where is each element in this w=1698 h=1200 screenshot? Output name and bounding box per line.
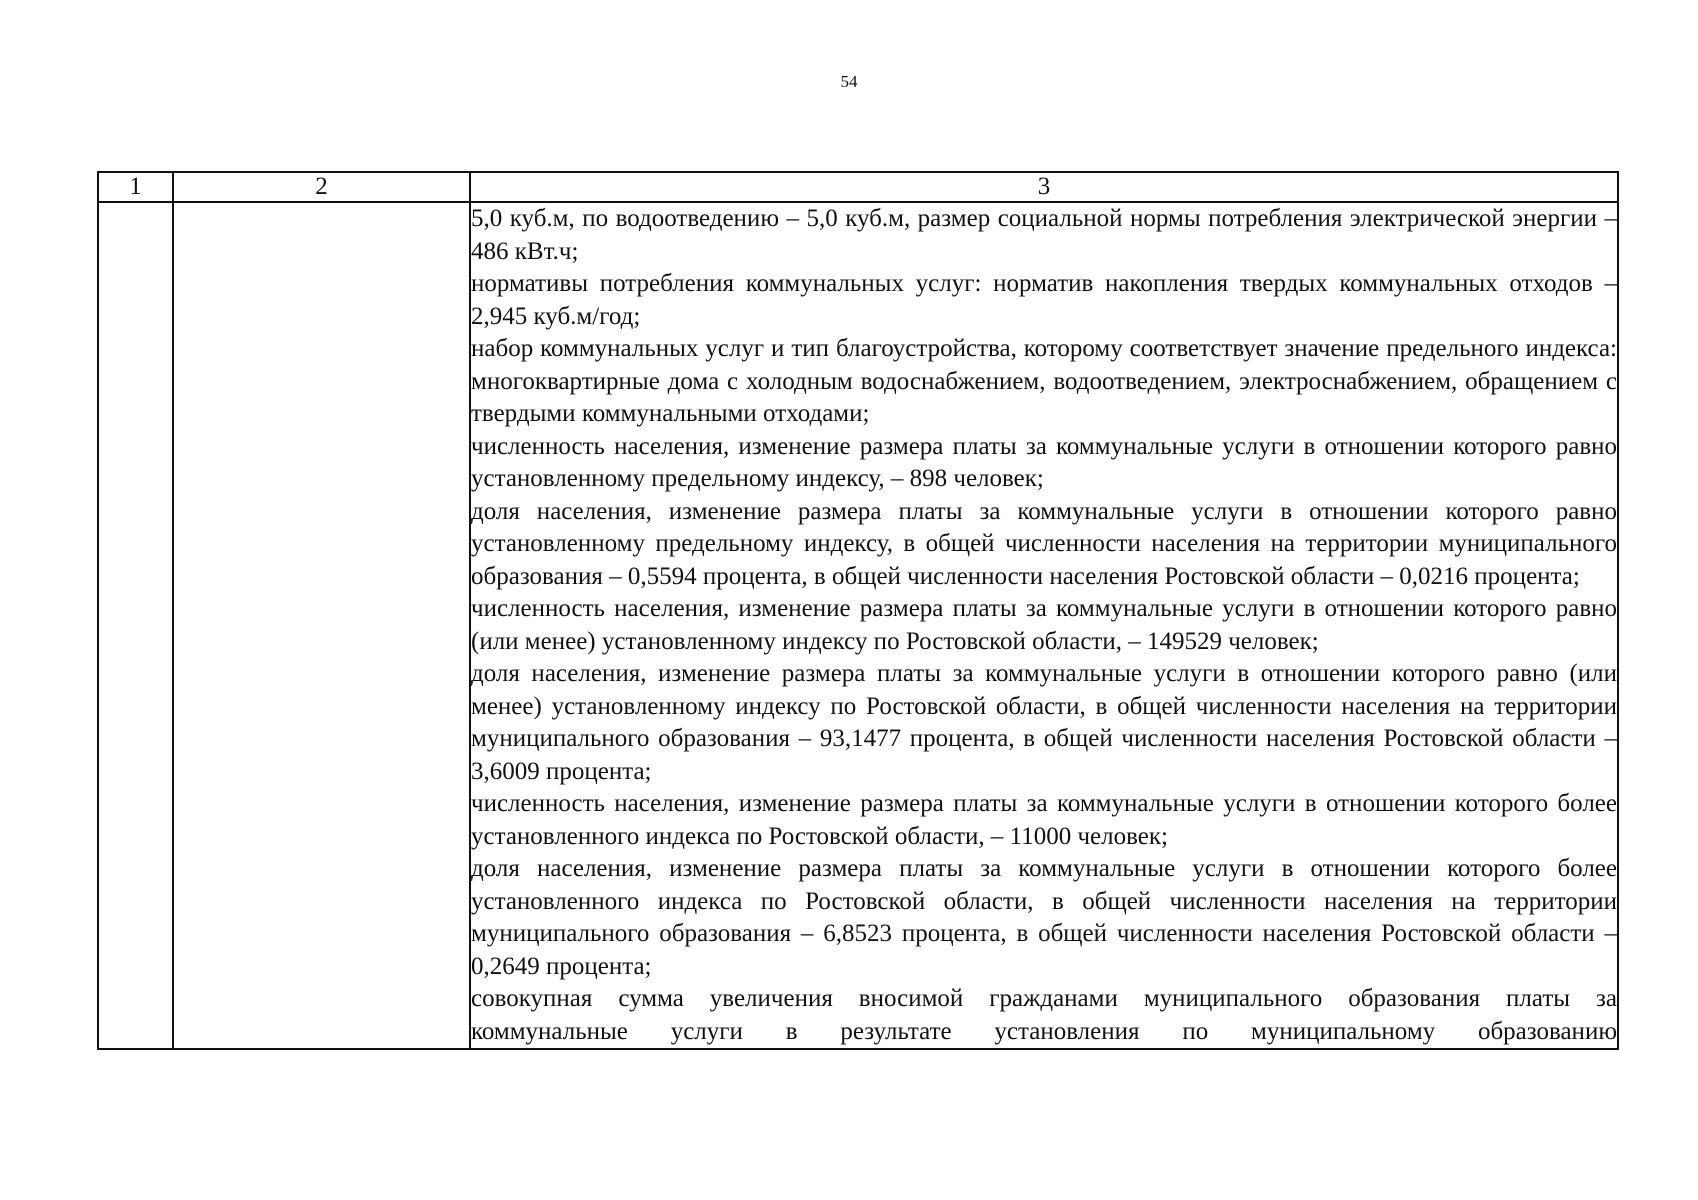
table-header-row — [98, 172, 1618, 202]
document-table — [97, 171, 1619, 1050]
page-number: 54 — [840, 72, 858, 91]
cell-col-2 — [173, 202, 470, 1049]
paragraph: численность населения, изменение размера платы за коммунальные услуги в отношении которого более установленного индекса по Ростовской области, – 11000 человек; — [471, 790, 1617, 850]
column-header-2: 2 — [173, 172, 470, 202]
paragraph: нормативы потребления коммунальных услуг: норматив накопления твердых коммунальных отходов – 2,945 куб.м/год; — [471, 270, 1617, 330]
paragraph: численность населения, изменение размера платы за коммунальные услуги в отношении которого равно (или менее) установленному индексу по Ростовской области, – 149529 человек; — [471, 595, 1617, 655]
cell-col-3 — [470, 202, 1618, 1049]
paragraph: численность населения, изменение размера платы за коммунальные услуги в отношении которого равно установленному предельному индексу, – 898 человек; — [471, 432, 1617, 492]
table-row — [98, 202, 1618, 1049]
cell-col-1 — [98, 202, 173, 1049]
paragraph: доля населения, изменение размера платы за коммунальные услуги в отношении которого равно (или менее) установленному индексу по Ростовской области, в общей численности населения на территории муниципального образования – 93,1477 процента, в общей численности населения Ростовской области – 3,6009 процента; — [471, 660, 1617, 785]
column-header-3: 3 — [470, 172, 1618, 202]
paragraph: совокупная сумма увеличения вносимой гражданами муниципального образования платы за коммунальные услуги в результате установления по муниципальному образованию — [471, 985, 1617, 1045]
paragraph: доля населения, изменение размера платы за коммунальные услуги в отношении которого более установленного индекса по Ростовской области, в общей численности населения на территории муниципального образования – 6,8523 процента, в общей численности населения Ростовской области – 0,2649 процента; — [471, 855, 1617, 980]
paragraph: набор коммунальных услуг и тип благоустройства, которому соответствует значение предельного индекса: многоквартирные дома с холодным водоснабжением, водоотведением, электроснабжением, обращением с твердыми коммунальными отходами; — [471, 335, 1617, 427]
column-header-1: 1 — [98, 172, 173, 202]
paragraph: доля населения, изменение размера платы за коммунальные услуги в отношении которого равно установленному предельному индексу, в общей численности населения на территории муниципального образования – 0,5594 процента, в общей численности населения Ростовской области – 0,0216 процента; — [471, 497, 1617, 590]
paragraph: 5,0 куб.м, по водоотведению – 5,0 куб.м, размер социальной нормы потребления электрической энергии – 486 кВт.ч; — [471, 205, 1617, 265]
